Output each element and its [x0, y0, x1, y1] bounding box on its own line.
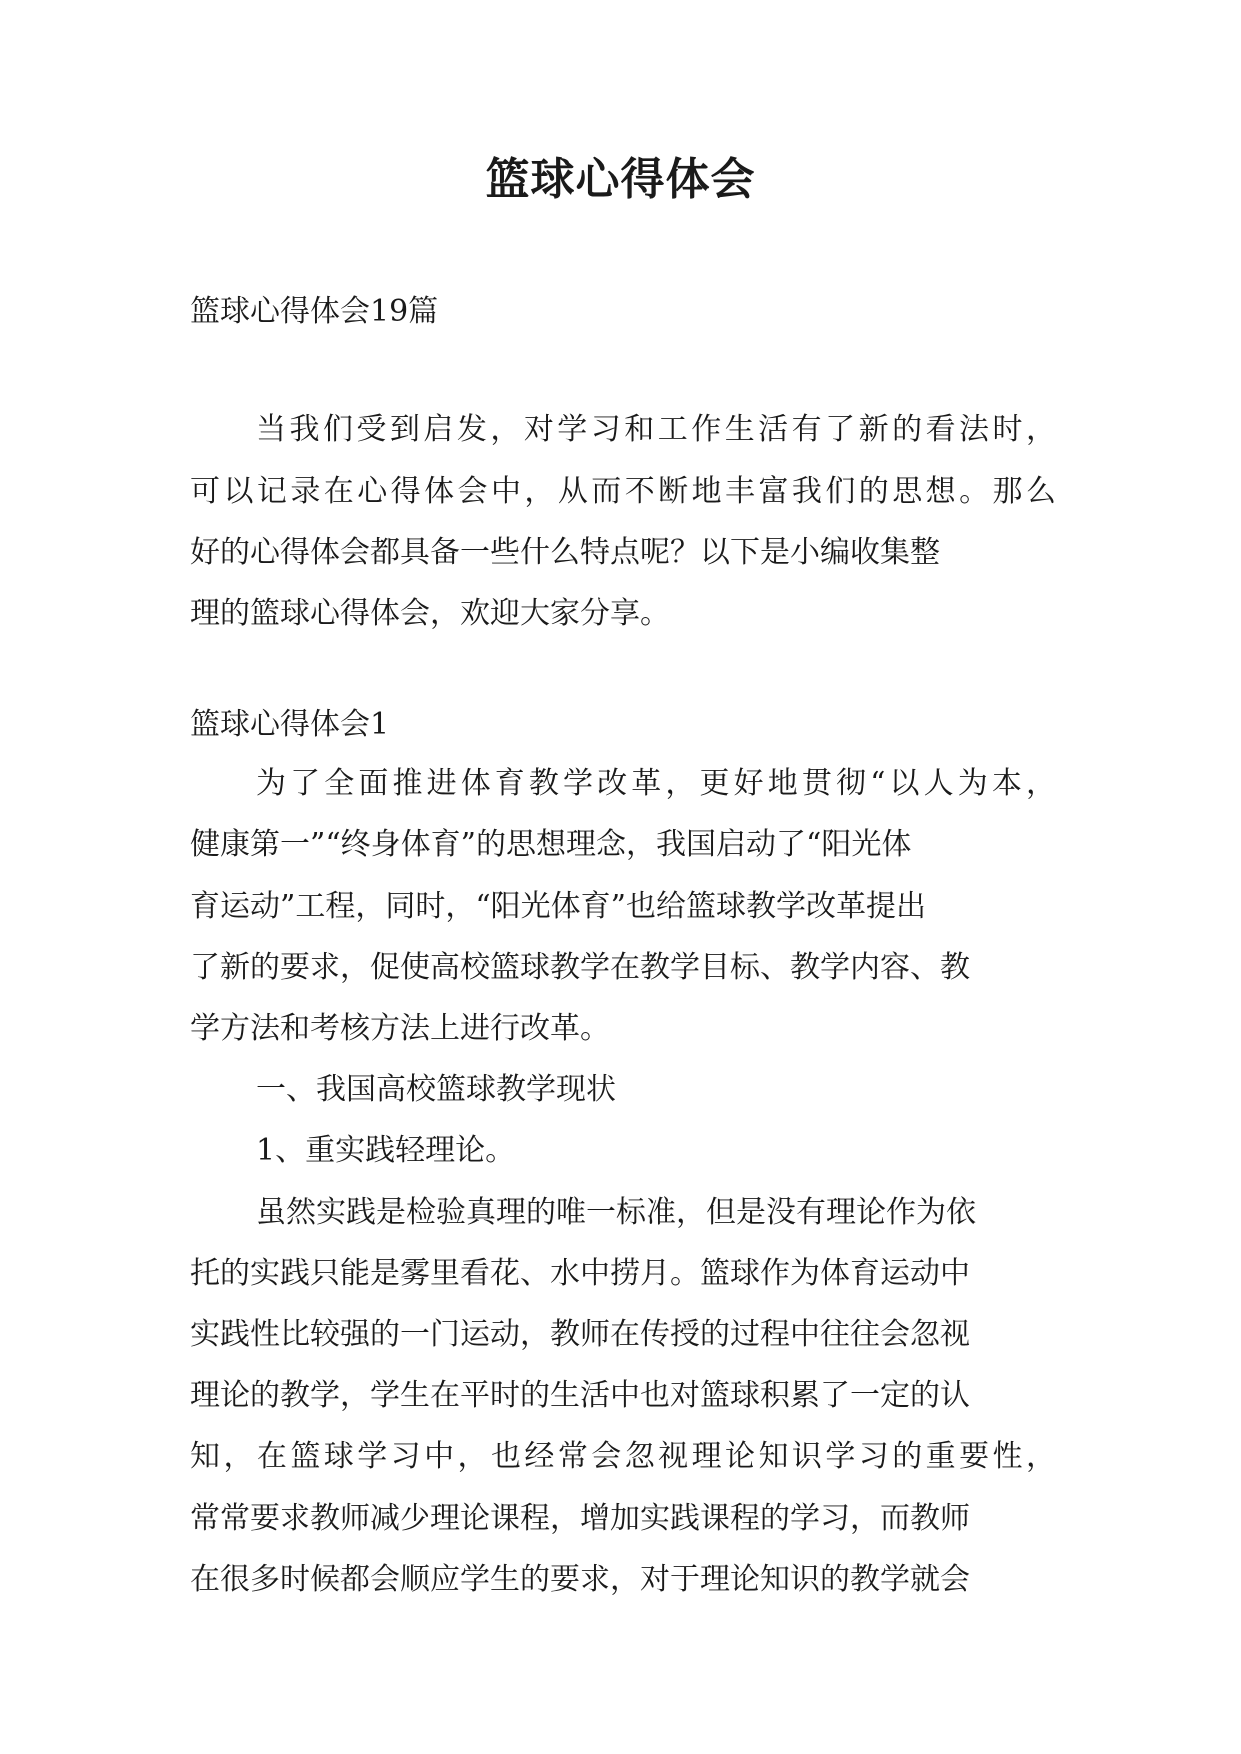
body-line: 托的实践只能是雾里看花、水中捞月。篮球作为体育运动中 — [190, 1256, 970, 1291]
intro-line: 当我们受到启发，对学习和工作生活有了新的看法时， — [256, 412, 1056, 447]
intro-line: 好的心得体会都具备一些什么特点呢？以下是小编收集整 — [190, 535, 940, 570]
subsection-heading: 一、我国高校篮球教学现状 — [256, 1072, 616, 1107]
body-line: 实践性比较强的一门运动，教师在传授的过程中往往会忽视 — [190, 1317, 970, 1352]
body-line: 常常要求教师减少理论课程，增加实践课程的学习，而教师 — [190, 1501, 970, 1536]
body-line: 理论的教学，学生在平时的生活中也对篮球积累了一定的认 — [190, 1378, 970, 1413]
body-line: 在很多时候都会顺应学生的要求，对于理论知识的教学就会 — [190, 1562, 970, 1597]
document-subtitle: 篮球心得体会19篇 — [190, 294, 439, 329]
body-line: 了新的要求，促使高校篮球教学在教学目标、教学内容、教 — [190, 950, 970, 985]
subsection-heading: 1、重实践轻理论。 — [256, 1133, 516, 1168]
body-line: 为了全面推进体育教学改革，更好地贯彻“以人为本， — [256, 766, 1056, 801]
body-line: 知，在篮球学习中，也经常会忽视理论知识学习的重要性， — [190, 1439, 1056, 1474]
section-heading: 篮球心得体会1 — [190, 707, 390, 742]
intro-line: 理的篮球心得体会，欢迎大家分享。 — [190, 596, 670, 631]
document-title: 篮球心得体会 — [485, 154, 756, 205]
body-line: 健康第一”“终身体育”的思想理念，我国启动了“阳光体 — [190, 827, 912, 862]
body-line: 虽然实践是检验真理的唯一标准，但是没有理论作为依 — [256, 1195, 976, 1230]
body-line: 育运动”工程，同时，“阳光体育”也给篮球教学改革提出 — [190, 889, 927, 924]
intro-line: 可以记录在心得体会中，从而不断地丰富我们的思想。那么 — [190, 474, 1056, 509]
body-line: 学方法和考核方法上进行改革。 — [190, 1011, 610, 1046]
